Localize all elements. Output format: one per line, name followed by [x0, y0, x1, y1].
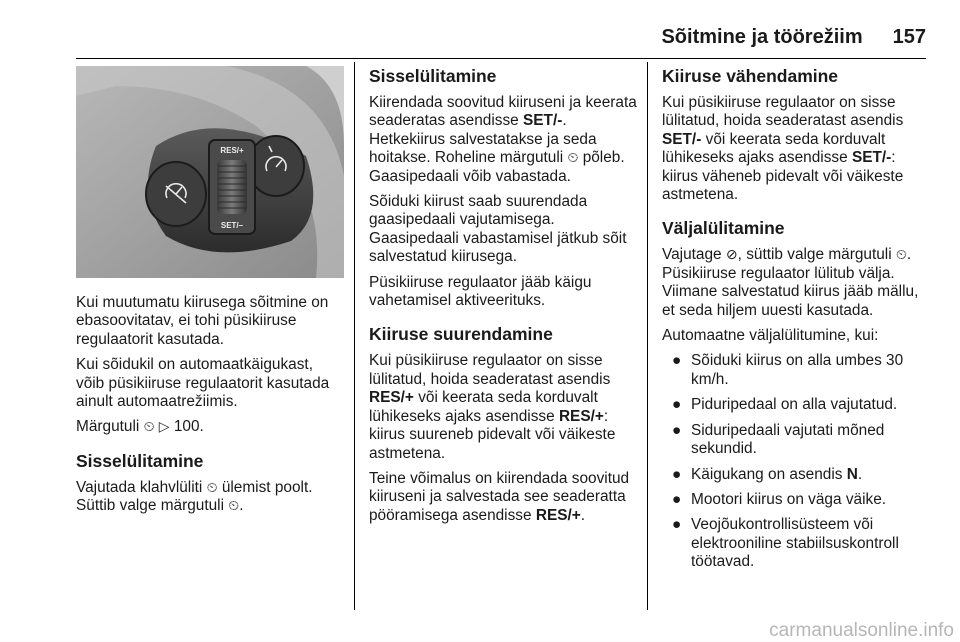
section-heading-activate: Sisselülitamine — [369, 66, 497, 86]
list-item: ● Mootori kiirus on väga väike. — [672, 490, 887, 508]
set-term: SET/- — [662, 130, 702, 148]
auto-off-list — [662, 352, 930, 571]
set-res-thumbwheel — [217, 160, 247, 214]
text-span: Teine võimalus on kiirendada soovitud kiiruseni ja salvestada see seaderatta pööramisega asendisse — [369, 469, 630, 524]
text-span: . Hetkekiirus salvestatakse ja seda hoitakse. Roheline märgutuli — [369, 112, 597, 167]
list-item-text: Mootori kiirus on väga väike. — [691, 490, 887, 508]
list-item-text: . — [857, 465, 863, 483]
indicator-prefix: Märgutuli — [76, 418, 140, 436]
section-heading-increase-speed: Kiiruse suurendamine — [369, 324, 553, 345]
cruise-indicator-icon: ⏲ — [143, 419, 155, 436]
res-term: RES/+ — [535, 506, 581, 524]
section-heading-switch-off: Väljalülitamine — [662, 218, 785, 239]
cruise-indicator-icon: ⏲ — [895, 247, 907, 264]
text-span: . Püsikiiruse regulaator lülitub välja. Viimane salvestatud kiirus jääb mällu, et seda hiljem uuesti kasutada. — [662, 246, 919, 319]
cruise-indicator-icon: ⏲ — [567, 150, 579, 167]
column-middle — [369, 66, 637, 532]
text-span: Vajutage — [662, 246, 722, 264]
res-term: RES/+ — [558, 407, 604, 425]
res-term: RES/+ — [369, 389, 414, 407]
text-span: : kiirus suureneb pidevalt või väikeste astmetena. — [369, 407, 616, 462]
column-right — [662, 66, 930, 579]
caption-paragraph-1: Kui muutumatu kiirusega sõitmine on ebasoovitatav, ei tohi püsikiiruse regulaatorit kasutada. — [76, 294, 329, 348]
cruise-indicator-icon: ⏲ — [228, 498, 240, 515]
auto-off-intro: Automaatne väljalülitumine, kui: — [662, 327, 879, 345]
list-item-text: Käigukang on asendis — [691, 465, 843, 483]
switch-on-paragraph — [76, 479, 344, 516]
list-item: ● Veojõukontrollisüsteem või elektrooniline stabiilsuskontroll töötavad. — [672, 516, 899, 571]
list-item-text: Veojõukontrollisüsteem või elektrooniline stabiilsuskontroll töötavad. — [691, 516, 899, 571]
increase-speed-paragraph — [369, 352, 637, 462]
text-span: Vajutada klahvlüliti — [76, 478, 203, 496]
list-item: ● Sõiduki kiirus on alla umbes 30 km/h. — [672, 352, 904, 388]
list-item-text: Piduripedaal on alla vajutatud. — [691, 396, 898, 414]
text-span: või keerata seda korduvalt lühikeseks ajaks asendisse — [369, 389, 598, 425]
section-heading-decrease-speed: Kiiruse vähendamine — [662, 66, 839, 86]
set-term: SET/- — [851, 149, 892, 167]
set-term: SET/- — [523, 112, 563, 130]
text-span: ülemist poolt. Süttib valge märgutuli — [76, 478, 313, 515]
list-item: ● Siduripedaali vajutati mõned sekundid. — [672, 421, 885, 458]
decrease-speed-paragraph — [662, 94, 930, 204]
list-item-text: Siduripedaali vajutati mõned sekundid. — [691, 421, 885, 458]
indicator-value: 100. — [173, 418, 204, 436]
increase-alt-paragraph — [369, 470, 637, 525]
set-label: SET/– — [220, 221, 244, 230]
text-span: : kiirus väheneb pidevalt või väikeste astmetena. — [662, 149, 904, 204]
indicator-paragraph — [76, 418, 344, 436]
list-item: ● Piduripedaal on alla vajutatud. — [672, 396, 898, 414]
column-divider-right — [647, 62, 648, 610]
page-number: 157 — [892, 26, 926, 48]
caption-paragraph-2: Kui sõidukil on automaatkäigukast, võib püsikiiruse regulaatorit kasutada ainult automaatrežiimis. — [76, 356, 330, 411]
cruise-off-icon: ⊘ — [725, 247, 738, 264]
text-span: , süttib valge märgutuli — [737, 246, 892, 264]
page-header — [600, 26, 926, 52]
gear-n-term: N — [846, 465, 858, 483]
switch-off-paragraph — [662, 246, 930, 320]
list-item-text: Sõiduki kiirus on alla umbes 30 km/h. — [691, 352, 904, 388]
text-span: . — [580, 506, 586, 524]
column-divider-left — [354, 62, 355, 610]
text-span: Kui püsikiiruse regulaator on sisse lülitatud, hoida seaderatast asendis — [369, 352, 611, 388]
column-left — [76, 66, 344, 523]
text-span: põleb. Gaasipedaali võib vabastada. — [369, 149, 625, 185]
accelerate-paragraph: Sõiduki kiirust saab suurendada gaasipedaali vajutamisega. Gaasipedaali vabastamisel jätkub sõit salvestatud kiirusega. — [369, 193, 627, 266]
text-span: . — [239, 497, 244, 515]
page-title: Sõitmine ja töörežiim — [661, 26, 863, 48]
section-heading-switch-on: Sisselülitamine — [76, 450, 204, 471]
steering-wheel-figure — [76, 66, 344, 278]
activate-paragraph — [369, 94, 637, 186]
text-span: Kiirendada soovitud kiiruseni ja keerata seaderatas asendisse — [369, 94, 637, 130]
header-rule — [76, 58, 926, 59]
res-label: RES/+ — [220, 146, 244, 155]
text-span: Kui püsikiiruse regulaator on sisse lülitatud, hoida seaderatast asendis — [662, 94, 904, 130]
cruise-indicator-icon: ⏲ — [206, 479, 218, 496]
gear-change-paragraph: Püsikiiruse regulaator jääb käigu vahetamisel aktiveerituks. — [369, 273, 592, 310]
list-item: ● Käigukang on asendis N. — [672, 465, 863, 483]
watermark: carmanualsonline.info — [769, 620, 954, 641]
arrow-icon: ▷ — [158, 419, 170, 436]
text-span: või keerata seda korduvalt lühikeseks ajaks asendisse — [662, 130, 886, 167]
